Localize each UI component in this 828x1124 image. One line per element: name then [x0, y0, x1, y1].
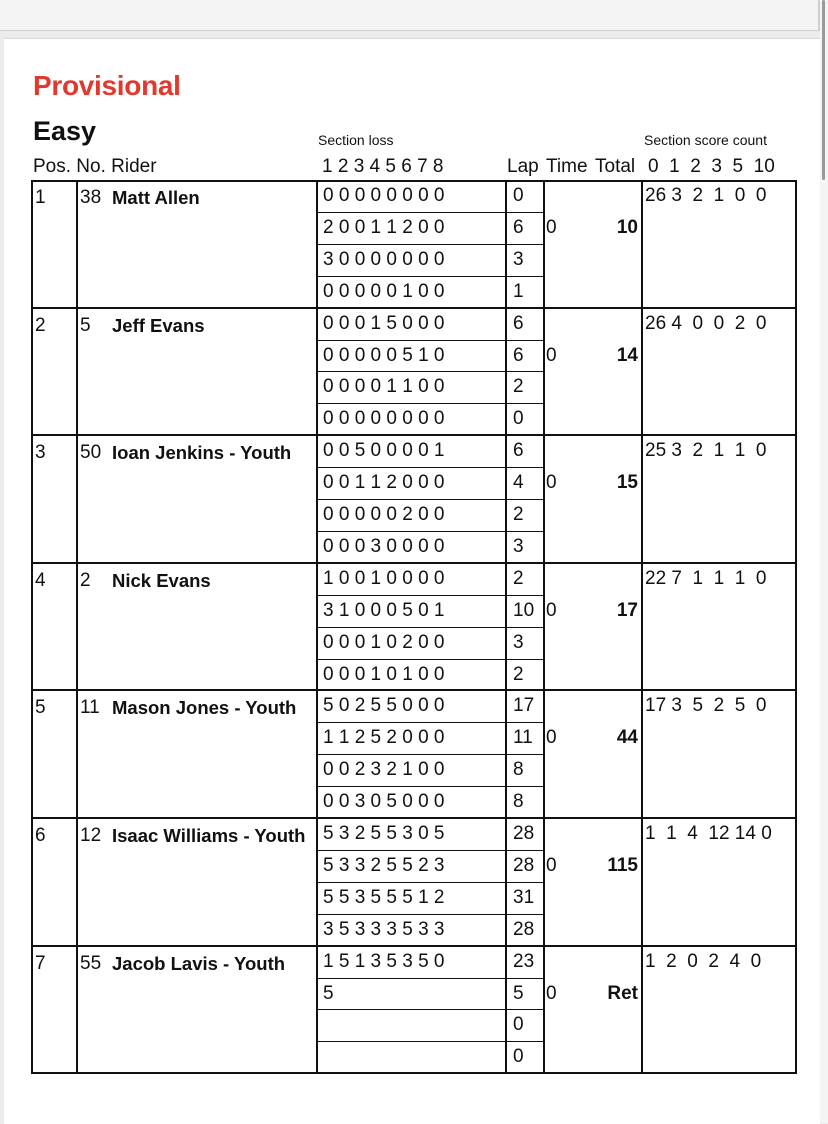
lap-section-scores: 0 0 0 0 0 2 0 0	[323, 504, 445, 525]
rider-time: 0	[546, 472, 557, 494]
status-title: Provisional	[33, 70, 181, 101]
lap-total: 17	[513, 695, 535, 717]
total-header: Total	[595, 156, 636, 177]
lap-total: 28	[513, 854, 535, 876]
lap-section-scores: 5	[323, 982, 334, 1004]
lap-row-line	[316, 212, 543, 213]
table-column-line	[76, 180, 78, 1073]
lap-total: 3	[513, 535, 524, 557]
rider-pos: 2	[35, 314, 46, 336]
lap-row-line	[316, 340, 543, 341]
rider-pos: 6	[35, 825, 46, 846]
rider-time: 0	[546, 854, 557, 876]
lap-header: Lap	[507, 156, 539, 177]
scrollbar-thumb[interactable]	[822, 0, 825, 180]
lap-total: 28	[513, 918, 535, 940]
rider-separator-line	[31, 434, 797, 436]
rider-score-counts: 26 4 0 0 2 0	[645, 312, 767, 334]
rider-score-counts: 25 3 2 1 1 0	[645, 440, 767, 462]
lap-total: 28	[513, 823, 535, 844]
rider-total: 15	[616, 472, 638, 494]
lap-total: 2	[513, 376, 524, 398]
results-table	[31, 180, 797, 1073]
rider-name: Jacob Lavis - Youth	[112, 952, 286, 974]
lap-row-line	[316, 467, 543, 468]
lap-total: 8	[513, 791, 524, 813]
lap-total: 5	[513, 982, 524, 1004]
lap-total: 31	[513, 886, 535, 908]
lap-section-scores: 1 5 1 3 5 3 5 0	[323, 950, 445, 972]
lap-row-line	[316, 244, 543, 245]
table-column-line	[543, 180, 545, 1073]
rider-separator-line	[31, 1072, 797, 1074]
lap-row-line	[316, 276, 543, 277]
lap-section-scores: 3 1 0 0 0 5 0 1	[323, 599, 445, 621]
lap-section-scores: 1 1 2 5 2 0 0 0	[323, 727, 445, 749]
table-column-line	[641, 180, 643, 1073]
lap-total: 6	[513, 440, 524, 462]
lap-section-scores: 0 0 0 0 0 1 0 0	[323, 280, 445, 302]
lap-section-scores: 0 0 0 0 0 0 0 0	[323, 185, 445, 206]
lap-section-scores: 0 0 0 1 0 2 0 0	[323, 631, 445, 653]
score-counts-header: 0 1 2 3 5 10	[648, 156, 775, 177]
lap-row-line	[316, 882, 543, 883]
rider-number: 12	[80, 825, 102, 846]
class-title: Easy	[33, 116, 97, 146]
lap-total: 1	[513, 280, 524, 302]
lap-section-scores: 0 0 2 3 2 1 0 0	[323, 759, 445, 781]
lap-total: 2	[513, 504, 524, 525]
rider-time: 0	[546, 344, 557, 366]
table-column-line	[795, 180, 797, 1073]
lap-row-line	[316, 1009, 543, 1010]
lap-section-scores: 0 0 0 0 1 1 0 0	[323, 376, 445, 398]
rider-pos: 1	[35, 187, 46, 208]
rider-total: 17	[616, 599, 638, 621]
rider-total: 115	[607, 854, 638, 876]
rider-separator-line	[31, 562, 797, 564]
rider-score-counts: 1 2 0 2 4 0	[645, 950, 762, 972]
lap-total: 3	[513, 248, 524, 270]
lap-total: 3	[513, 631, 524, 653]
lap-total: 8	[513, 759, 524, 781]
rider-total: 44	[616, 727, 638, 749]
lap-section-scores: 5 3 2 5 5 3 0 5	[323, 823, 445, 844]
lap-section-scores: 5 0 2 5 5 0 0 0	[323, 695, 445, 717]
lap-section-scores: 0 0 0 0 0 5 1 0	[323, 344, 445, 366]
lap-section-scores: 0 0 0 1 0 1 0 0	[323, 663, 445, 685]
top-strip	[0, 0, 828, 31]
lap-row-line	[316, 914, 543, 915]
lap-row-line	[316, 850, 543, 851]
table-column-line	[31, 180, 33, 1073]
lap-section-scores: 3 5 3 3 3 5 3 3	[323, 918, 445, 940]
lap-row-line	[316, 722, 543, 723]
lap-row-line	[316, 754, 543, 755]
lap-section-scores: 1 0 0 1 0 0 0 0	[323, 567, 445, 589]
rider-name: Nick Evans	[112, 569, 211, 591]
lap-total: 0	[513, 408, 524, 430]
lap-row-line	[316, 627, 543, 628]
rider-time: 0	[546, 727, 557, 749]
lap-row-line	[316, 403, 543, 404]
lap-row-line	[316, 978, 543, 979]
rider-score-counts: 1 1 4 12 14 0	[645, 823, 772, 844]
pos-no-rider-header: Pos. No. Rider	[33, 156, 157, 177]
lap-section-scores: 0 0 1 1 2 0 0 0	[323, 472, 445, 494]
rider-number: 50	[80, 442, 102, 464]
rider-total: 10	[616, 216, 638, 238]
rider-score-counts: 17 3 5 2 5 0	[645, 695, 767, 717]
lap-total: 2	[513, 567, 524, 589]
lap-section-scores: 2 0 0 1 1 2 0 0	[323, 216, 445, 238]
rider-name: Jeff Evans	[112, 314, 205, 336]
lap-total: 0	[513, 1046, 524, 1068]
lap-row-line	[316, 595, 543, 596]
sections-header: 1 2 3 4 5 6 7 8	[322, 156, 444, 177]
rider-name: Ioan Jenkins - Youth	[112, 442, 292, 464]
rider-pos: 4	[35, 569, 46, 591]
lap-total: 10	[513, 599, 535, 621]
lap-total: 23	[513, 950, 535, 972]
lap-section-scores: 0 0 0 1 5 0 0 0	[323, 312, 445, 334]
lap-total: 2	[513, 663, 524, 685]
lap-total: 0	[513, 185, 524, 206]
rider-number: 5	[80, 314, 91, 336]
rider-score-counts: 26 3 2 1 0 0	[645, 185, 767, 206]
lap-total: 6	[513, 216, 524, 238]
rider-number: 38	[80, 187, 102, 208]
lap-section-scores: 0 0 0 0 0 0 0 0	[323, 408, 445, 430]
lap-total: 4	[513, 472, 524, 494]
rider-total: 14	[616, 344, 638, 366]
rider-number: 55	[80, 952, 102, 974]
lap-total: 6	[513, 312, 524, 334]
lap-total: 0	[513, 1014, 524, 1036]
rider-number: 11	[80, 697, 100, 719]
rider-separator-line	[31, 689, 797, 691]
lap-section-scores: 0 0 3 0 5 0 0 0	[323, 791, 445, 813]
lap-section-scores: 0 0 5 0 0 0 0 1	[323, 440, 445, 462]
rider-separator-line	[31, 307, 797, 309]
scrollbar[interactable]	[820, 0, 828, 1123]
lap-row-line	[316, 659, 543, 660]
lap-total: 6	[513, 344, 524, 366]
rider-separator-line	[31, 945, 797, 947]
lap-row-line	[316, 371, 543, 372]
rider-pos: 5	[35, 697, 46, 719]
lap-section-scores: 5 3 3 2 5 5 2 3	[323, 854, 445, 876]
rider-name: Mason Jones - Youth	[112, 697, 297, 719]
rider-pos: 7	[35, 952, 46, 974]
lap-section-scores: 5 5 3 5 5 5 1 2	[323, 886, 445, 908]
rider-name: Matt Allen	[112, 187, 200, 208]
time-header: Time	[546, 156, 588, 177]
lap-section-scores: 0 0 0 3 0 0 0 0	[323, 535, 445, 557]
rider-time: 0	[546, 982, 557, 1004]
lap-row-line	[316, 531, 543, 532]
section-score-count-header: Section score count	[644, 132, 767, 148]
lap-section-scores: 3 0 0 0 0 0 0 0	[323, 248, 445, 270]
rider-pos: 3	[35, 442, 46, 464]
lap-row-line	[316, 1041, 543, 1042]
lap-total: 11	[513, 727, 533, 749]
rider-time: 0	[546, 599, 557, 621]
lap-row-line	[316, 786, 543, 787]
rider-time: 0	[546, 216, 557, 238]
rider-total: Ret	[607, 982, 638, 1004]
rider-number: 2	[80, 569, 91, 591]
section-loss-header: Section loss	[318, 132, 394, 148]
rider-score-counts: 22 7 1 1 1 0	[645, 567, 767, 589]
lap-row-line	[316, 499, 543, 500]
rider-separator-line	[31, 817, 797, 819]
rider-name: Isaac Williams - Youth	[112, 825, 306, 846]
